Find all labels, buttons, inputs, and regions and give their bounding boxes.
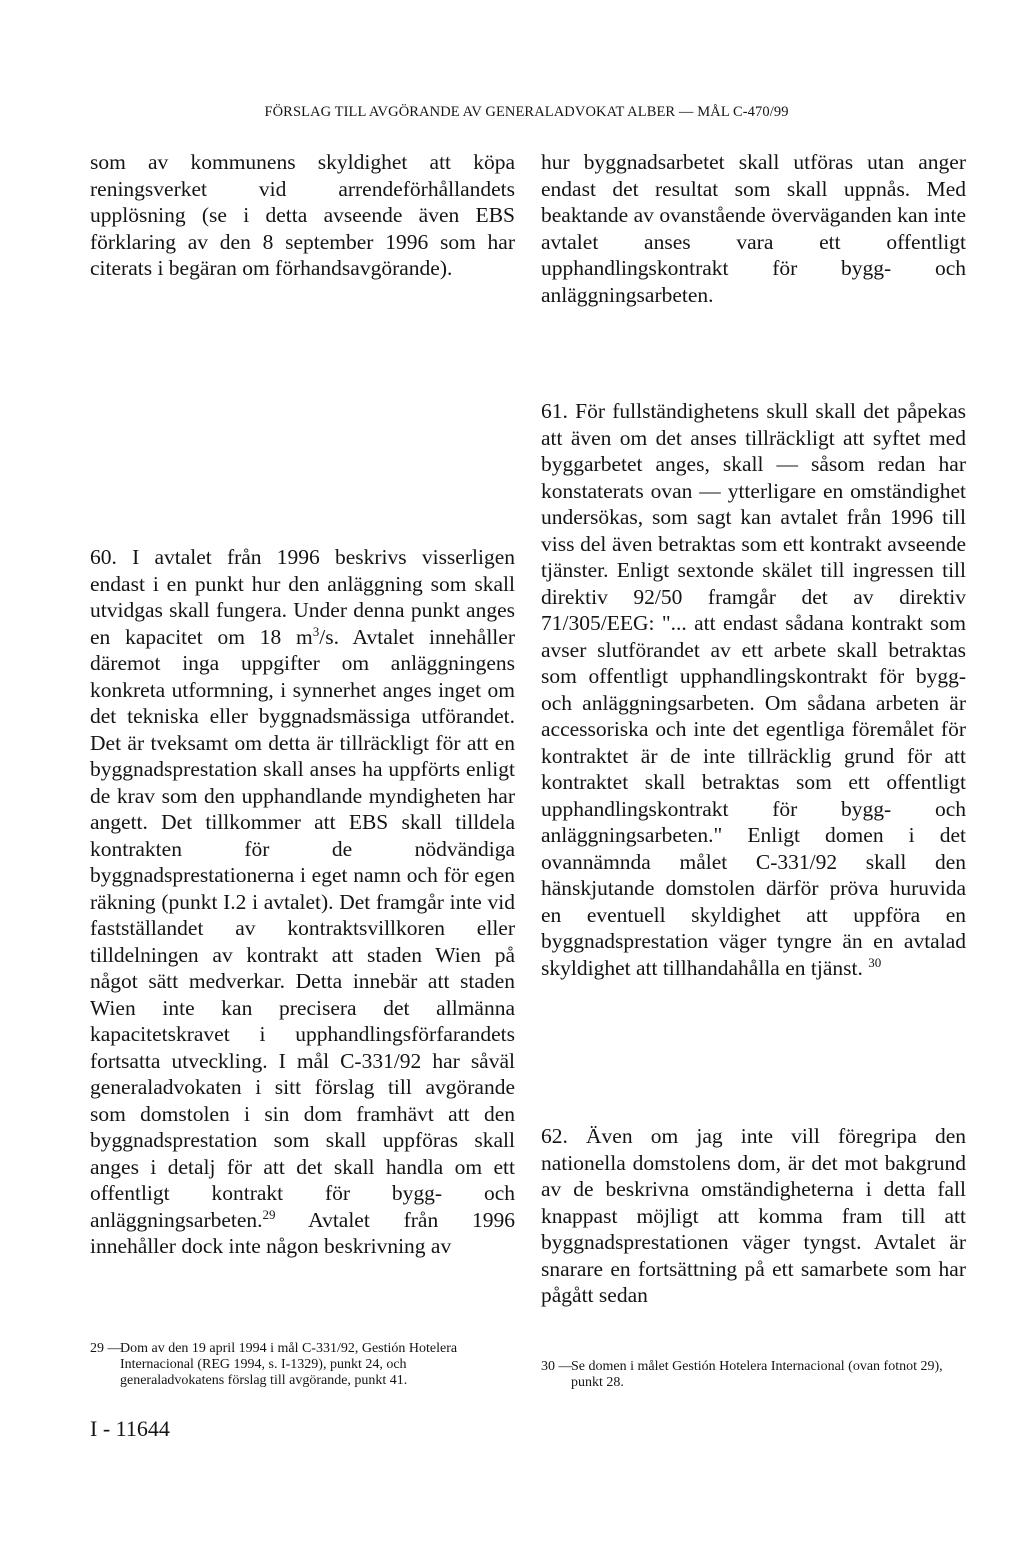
footnote-29-text: Dom av den 19 april 1994 i mål C-331/92, Gestión Hotelera Internacional (REG 1994, s. I-1329), punkt 24, och generaladvokatens förslag till avgörande, punkt 41. [120,1341,458,1388]
paragraph-60: 60. I avtalet från 1996 beskrivs visserligen endast i en punkt hur den anläggning som skall utvidgas skall fungera. Under denna punkt anges en kapacitet om 18 $m^3/s$. Avtalet innehåller däremot inga uppgifter om anläggningens konkreta utformning, i synnerhet anges inget om det tekniska eller byggnadsmässiga utförandet. Det är tveksamt om detta är tillräckligt för att en byggnadsprestation skall anses ha uppförts enligt de krav som den upphandlande myndigheten har angett. Det tillkommer att EBS skall tilldela kontrakten för de nödvändiga byggnadsprestationerna i eget namn och för egen räkning (punkt I.2 i avtalet). Det framgår inte vid fastställandet av kontraktsvillkoren eller tilldelningen av kontrakt att staden Wien på något sätt medverkar. Detta innebär att staden Wien inte kan precisera det allmänna kapacitetskravet i upphandlingsförfarandets fortsatta utveckling. I mål C-331/92 har såväl generaladvokaten i sitt förslag till avgörande som domstolen i sin dom framhävt att den byggnadsprestation som skall uppföras skall anges i detalj för att det skall handla om ett offentligt kontrakt för bygg- och anläggningsarbeten.$^{29}$ Avtalet från 1996 innehåller dock inte någon beskrivning av [90,545,515,1258]
running-header: FÖRSLAG TILL AVGÖRANDE AV GENERALADVOKAT ALBER — MÅL C-470/99 [264,104,789,120]
paragraph-61: 61. För fullständighetens skull skall det påpekas att även om det anses tillräckligt att syftet med byggarbetet anges, skall — såsom redan har konstaterats ovan — ytterligare en omständighet undersökas, som sagt kan avtalet från 1996 till viss del även betraktas som ett kontrakt avseende tjänster. Enligt sextonde skälet till ingressen till direktiv 92/50 framgår det av direktiv 71/305/EEG: "... att endast sådana kontrakt som avser slutförandet av ett arbete skall betraktas som offentligt upphandlingskontrakt för bygg- och anläggningsarbeten. Om sådana arbeten är accessoriska och inte det egentliga föremålet för kontraktet är de inte tillräcklig grund för att kontraktet skall betraktas som ett offentligt upphandlingskontrakt för bygg- och anläggningsarbeten." Enligt domen i det ovannämnda målet C-331/92 skall den hänskjutande domstolen därför pröva huruvida en eventuell skyldighet att uppföra en byggnadsprestation väger tyngre än en avtalad skyldighet att tillhandahålla en tjänst. $^{30}$ [541,399,966,980]
footnote-ref-30[interactable]: 30 [868,954,882,970]
paragraph-62: 62. Även om jag inte vill föregripa den nationella domstolens dom, är det mot bakgrund av de beskrivna omständigheterna i detta fall knappast möjligt att komma fram till att byggnadsprestationen väger tyngst. Avtalet är snarare en fortsättning på ett samarbete som har pågått sedan [541,1124,966,1307]
left-para-continuation: som av kommunens skyldighet att köpa reningsverket vid arrendeförhållandets upplösning (se i detta avseende även EBS förklaring av den 8 september 1996 som har citerats i begäran om förhandsavgörande). [90,150,515,280]
page-number: I - 11644 [90,1416,170,1441]
footnote-30-text: Se domen i målet Gestión Hotelera Internacional (ovan fotnot 29), punkt 28. [571,1359,943,1390]
superscript-3: 3 [312,623,320,639]
footnote-ref-29[interactable]: 29 [262,1206,276,1222]
right-para-continuation: hur byggnadsarbetet skall utföras utan anger endast det resultat som skall uppnås. Med beaktande av ovanstående överväganden kan inte avtalet anses vara ett offentligt upphandlingskontrakt för bygg- och anläggningsarbeten. [541,150,966,307]
footnote-29-number: 29 — [90,1341,122,1356]
footnote-30-number: 30 — [541,1359,573,1374]
